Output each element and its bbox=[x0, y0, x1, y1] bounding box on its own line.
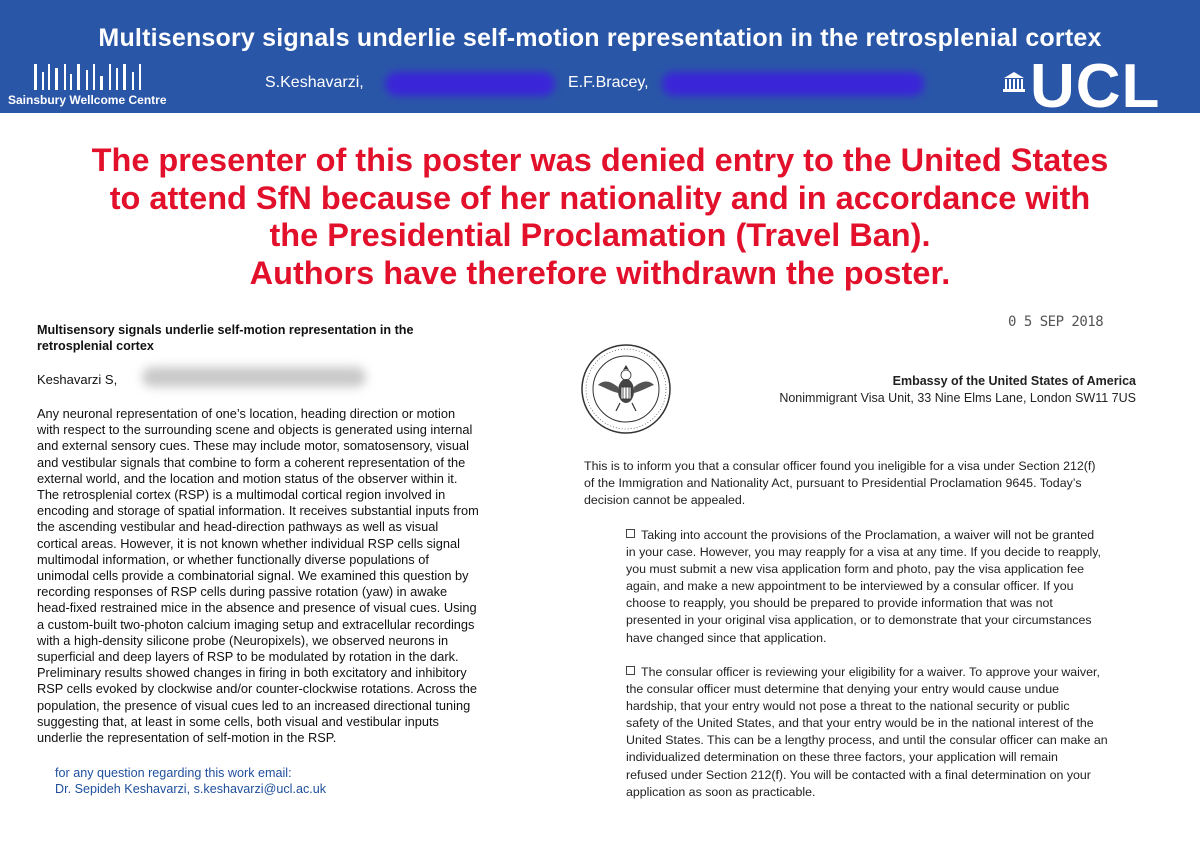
letter-line: safety of the United States, and that your entry would be in the national interest of the bbox=[626, 716, 1094, 731]
us-great-seal-icon bbox=[580, 343, 672, 435]
abstract-line: encoding and storage of spatial information. It receives substantial inputs from bbox=[37, 503, 479, 519]
embassy-address: Nonimmigrant Visa Unit, 33 Nine Elms Lane, London SW11 7US bbox=[779, 391, 1136, 405]
abstract-body bbox=[37, 406, 507, 746]
letter-line: individualized determination on these three factors, your application will remain bbox=[626, 750, 1058, 765]
checkbox-icon bbox=[626, 529, 635, 538]
letter-line: United States. This can be a lengthy process, and until the consular officer can make an bbox=[626, 733, 1108, 748]
letter-intro bbox=[584, 458, 1144, 508]
checkbox-icon bbox=[626, 666, 635, 675]
letter-line: you must submit a new visa application form and photo, pay the visa application fee bbox=[626, 562, 1085, 577]
swc-barcode-icon bbox=[34, 64, 146, 90]
embassy-name: Embassy of the United States of America bbox=[892, 374, 1136, 388]
abstract-line: external world, and the location and motion status of the observer within it. bbox=[37, 470, 458, 486]
letter-line: refused under Section 212(f). You will be contacted with a final determination on your bbox=[626, 767, 1091, 782]
abstract-line: cortical areas. However, it is not known whether individual RSP cells signal bbox=[37, 535, 460, 551]
institute-name: Sainsbury Wellcome Centre bbox=[8, 93, 167, 107]
abstract-line: superficial and deep layers of RSP to be modulated by rotation in the dark. bbox=[37, 649, 459, 665]
abstract-line: with respect to the surrounding scene and objects is generated using internal bbox=[37, 422, 473, 438]
abstract-line: and external sensory cues. These may include motor, somatosensory, visual bbox=[37, 438, 469, 454]
letter-line: in your case. However, you may reapply for a visa at any time. If you decide to reapply, bbox=[626, 545, 1101, 560]
abstract-title-line: Multisensory signals underlie self-motion representation in the bbox=[37, 323, 414, 337]
letter-line: application as soon as practicable. bbox=[626, 784, 816, 799]
letter-line: This is to inform you that a consular officer found you ineligible for a visa under Section 212(f) bbox=[584, 459, 1096, 473]
author-1: S.Keshavarzi, bbox=[265, 74, 364, 91]
abstract-line: with a high-density silicone probe (Neuropixels), we observed neurons in bbox=[37, 632, 449, 648]
embassy-heading bbox=[779, 373, 1136, 407]
letter-option-2 bbox=[626, 664, 1146, 801]
swc-logo bbox=[8, 64, 167, 107]
abstract-authors: Keshavarzi S, bbox=[37, 372, 118, 387]
redacted-author-blur bbox=[142, 367, 366, 387]
abstract-line: head-fixed restrained mice in the absence and presence of visual cues. Using bbox=[37, 600, 477, 616]
letter-line: The consular officer is reviewing your eligibility for a waiver. To approve your waiver, bbox=[641, 665, 1100, 679]
letter-line: presented in your original visa application, or to demonstrate that your circumstances bbox=[626, 613, 1092, 628]
contact-info bbox=[55, 765, 326, 797]
abstract-title-line: retrosplenial cortex bbox=[37, 339, 154, 353]
notice-line: The presenter of this poster was denied entry to the United States bbox=[91, 142, 1109, 178]
redacted-author-blur bbox=[662, 72, 924, 96]
abstract-line: suggesting that, at least in some cells, both visual and vestibular inputs bbox=[37, 713, 439, 729]
letter-option-1 bbox=[626, 527, 1146, 647]
author-2: E.F.Bracey, bbox=[568, 74, 649, 91]
letter-line: hardship, that your entry would not pose a threat to the national security or public bbox=[626, 699, 1070, 714]
letter-line: have changed since that application. bbox=[626, 630, 827, 645]
abstract-line: unimodal cells provide a combinatorial signal. We examined this question by bbox=[37, 568, 469, 584]
ucl-portico-icon bbox=[1000, 70, 1028, 94]
abstract-line: The retrosplenial cortex (RSP) is a multimodal cortical region involved in bbox=[37, 487, 446, 503]
redacted-author-blur bbox=[385, 72, 555, 96]
notice-line: Authors have therefore withdrawn the poster. bbox=[249, 254, 951, 291]
header-banner bbox=[0, 0, 1200, 121]
abstract-line: the ascending vestibular and head-direction pathways as well as visual bbox=[37, 519, 439, 535]
letter-line: the consular officer must determine that denying your entry would cause undue bbox=[626, 682, 1060, 697]
withdrawal-notice bbox=[0, 142, 1200, 292]
letter-line: choose to reapply, you should be prepared to provide information that was not bbox=[626, 596, 1053, 611]
abstract-title bbox=[37, 322, 497, 354]
ucl-logo: UCL bbox=[1030, 52, 1161, 121]
contact-email[interactable]: Dr. Sepideh Keshavarzi, s.keshavarzi@ucl.ac.uk bbox=[55, 782, 327, 796]
abstract-line: Preliminary results showed changes in firing in both excitatory and inhibitory bbox=[37, 665, 467, 681]
abstract-line: RSP cells evoked by clockwise and/or counter-clockwise rotations. Across the bbox=[37, 681, 478, 697]
letter-line: of the Immigration and Nationality Act, pursuant to Presidential Proclamation 9645. Today’s bbox=[584, 475, 1082, 490]
contact-line: for any question regarding this work email: bbox=[55, 766, 292, 780]
abstract-line: population, the presence of visual cues led to an increased directional tuning bbox=[37, 697, 471, 713]
notice-line: to attend SfN because of her nationality and in accordance with bbox=[109, 179, 1091, 216]
abstract-line: recording responses of RSP cells during passive rotation (yaw) in awake bbox=[37, 584, 448, 600]
letter-line: again, and make a new appointment to be interviewed by a consular officer. If you bbox=[626, 579, 1074, 594]
abstract-line: underlie the representation of self-motion in the RSP. bbox=[37, 730, 337, 746]
letter-line: Taking into account the provisions of the Proclamation, a waiver will not be granted bbox=[641, 528, 1095, 542]
abstract-line: Any neuronal representation of one’s location, heading direction or motion bbox=[37, 406, 456, 421]
date-stamp: 0 5 SEP 2018 bbox=[1008, 314, 1104, 330]
abstract-line: and vestibular signals that combine to form a coherent representation of the bbox=[37, 454, 466, 470]
poster-title: Multisensory signals underlie self-motion representation in the retrosplenial cortex bbox=[98, 24, 1102, 52]
notice-line: the Presidential Proclamation (Travel Ban). bbox=[269, 217, 931, 253]
letter-line: decision cannot be appealed. bbox=[584, 492, 746, 507]
abstract-line: multimodal information, or whether functionally diverse populations of bbox=[37, 551, 429, 567]
abstract-line: a custom-built two-photon calcium imaging setup and extracellular recordings bbox=[37, 616, 475, 632]
